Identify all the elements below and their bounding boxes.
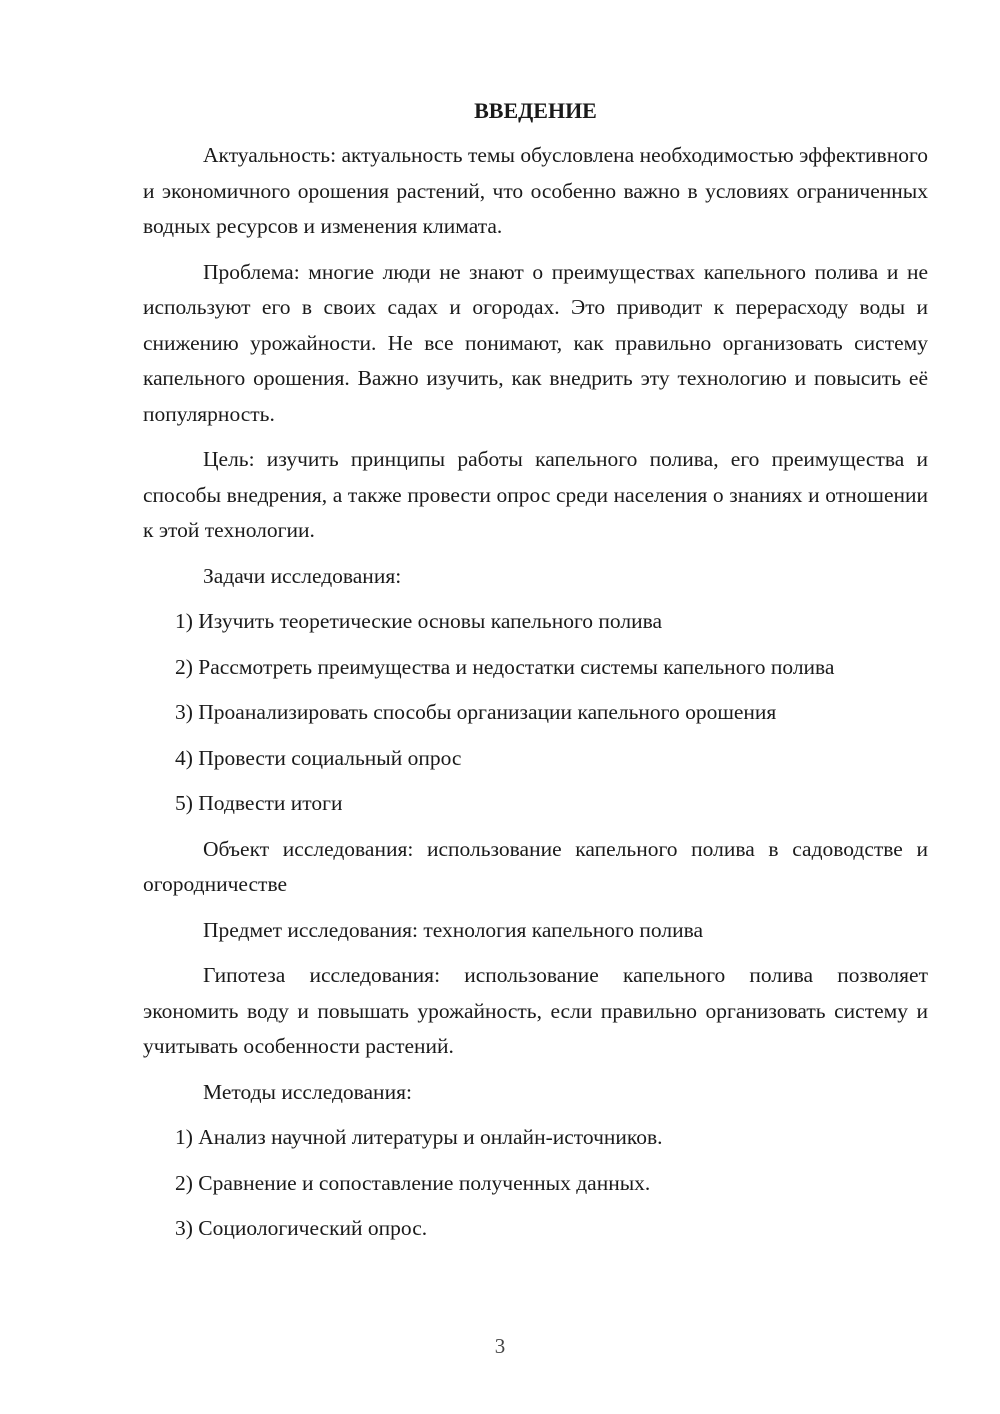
page-content (143, 96, 928, 1257)
relevance-paragraph: Актуальность: актуальность темы обусловлена необходимостью эффективного и экономичного орошения растений, что особенно важно в условиях ограниченных водных ресурсов и изменения климата. (143, 143, 928, 238)
method-item: 3) Социологический опрос. (175, 1216, 428, 1240)
task-item: 2) Рассмотреть преимущества и недостатки системы капельного полива (175, 654, 835, 679)
tasks-title: Задачи исследования: (203, 563, 402, 588)
hypothesis-paragraph: Гипотеза исследования: использование капельного полива позволяет экономить воду и повышать урожайность, если правильно организовать систему и учитывать особенности растений. (143, 963, 928, 1058)
page-number: 3 (494, 1334, 506, 1358)
method-item: 2) Сравнение и сопоставление полученных данных. (175, 1170, 651, 1195)
method-item: 1) Анализ научной литературы и онлайн-источников. (175, 1125, 663, 1149)
subject-paragraph: Предмет исследования: технология капельного полива (203, 917, 704, 942)
section-heading: ВВЕДЕНИЕ (474, 98, 597, 123)
object-paragraph: Объект исследования: использование капельного полива в садоводстве и огородничестве (143, 836, 928, 896)
problem-paragraph: Проблема: многие люди не знают о преимуществах капельного полива и не используют его в своих садах и огородах. Это приводит к перерасходу воды и снижению урожайности. Не все понимают, как правильно организовать систему капельного орошения. Важно изучить, как внедрить эту технологию и повысить её популярность. (143, 259, 928, 426)
task-item: 3) Проанализировать способы организации капельного орошения (175, 700, 777, 724)
goal-paragraph: Цель: изучить принципы работы капельного полива, его преимущества и способы внедрения, а также провести опрос среди населения о знаниях и отношении к этой технологии. (143, 447, 928, 542)
methods-title: Методы исследования: (203, 1079, 412, 1104)
task-item: 1) Изучить теоретические основы капельного полива (175, 609, 662, 633)
task-item: 4) Провести социальный опрос (175, 745, 462, 770)
task-item: 5) Подвести итоги (175, 791, 343, 815)
